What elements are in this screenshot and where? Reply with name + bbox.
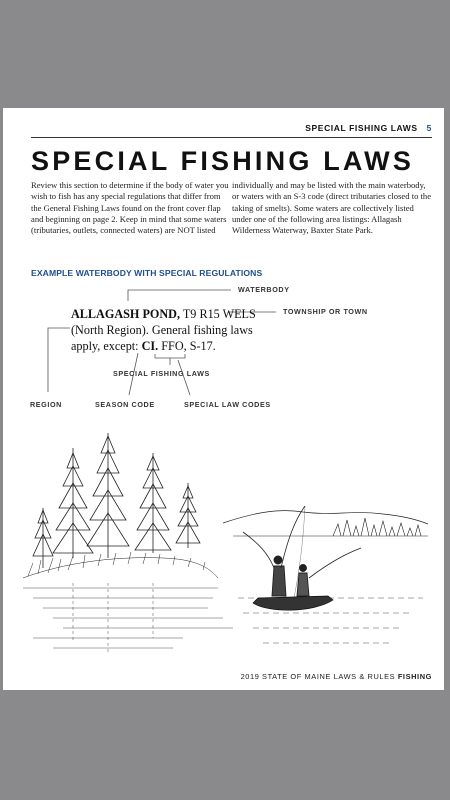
fishing-scene-illustration xyxy=(3,428,444,668)
label-waterbody: WATERBODY xyxy=(238,285,290,294)
label-season-code: SEASON CODE xyxy=(95,400,155,409)
label-special-law-codes: SPECIAL LAW CODES xyxy=(184,400,271,409)
label-township: TOWNSHIP OR TOWN xyxy=(283,307,368,316)
example-township: T9 R15 WELS xyxy=(180,307,256,321)
running-header-title: SPECIAL FISHING LAWS xyxy=(305,123,418,133)
label-region: REGION xyxy=(30,400,62,409)
intro-column-1: Review this section to determine if the body of water you wish to fish has any special regulations that differ from the General Fishing Laws found on the front cover flap and beginning on page 2. Keep in mind that some waters (tributaries, outlets, connected waters) are NOT listed xyxy=(31,180,229,236)
document-page xyxy=(3,108,444,690)
example-apply: apply, except: xyxy=(71,339,142,353)
page-number: 5 xyxy=(426,123,432,133)
example-waterbody-name: ALLAGASH POND, xyxy=(71,307,181,321)
annotation-lines xyxy=(3,108,444,428)
example-law-codes: FFO, S-17. xyxy=(158,339,216,353)
example-season-code: CI. xyxy=(141,339,159,353)
footer-bold: FISHING xyxy=(397,672,432,681)
footer-text: 2019 STATE OF MAINE LAWS & RULES xyxy=(240,672,396,681)
example-heading: EXAMPLE WATERBODY WITH SPECIAL REGULATIONS xyxy=(31,268,263,278)
page-title: SPECIAL FISHING LAWS xyxy=(31,146,415,176)
label-special-fishing-laws: SPECIAL FISHING LAWS xyxy=(113,369,210,378)
intro-column-2: individually and may be listed with the main waterbody, or waters with an S-3 code (direct tributaries closed to the taking of smelts). Some waters are collectively listed under one of the following area listings: Allagash Wilderness Waterway, Baxter State Park. xyxy=(232,180,432,236)
example-region: (North Region). General fishing laws xyxy=(71,323,253,337)
page-footer xyxy=(241,672,432,681)
example-entry xyxy=(71,306,271,354)
